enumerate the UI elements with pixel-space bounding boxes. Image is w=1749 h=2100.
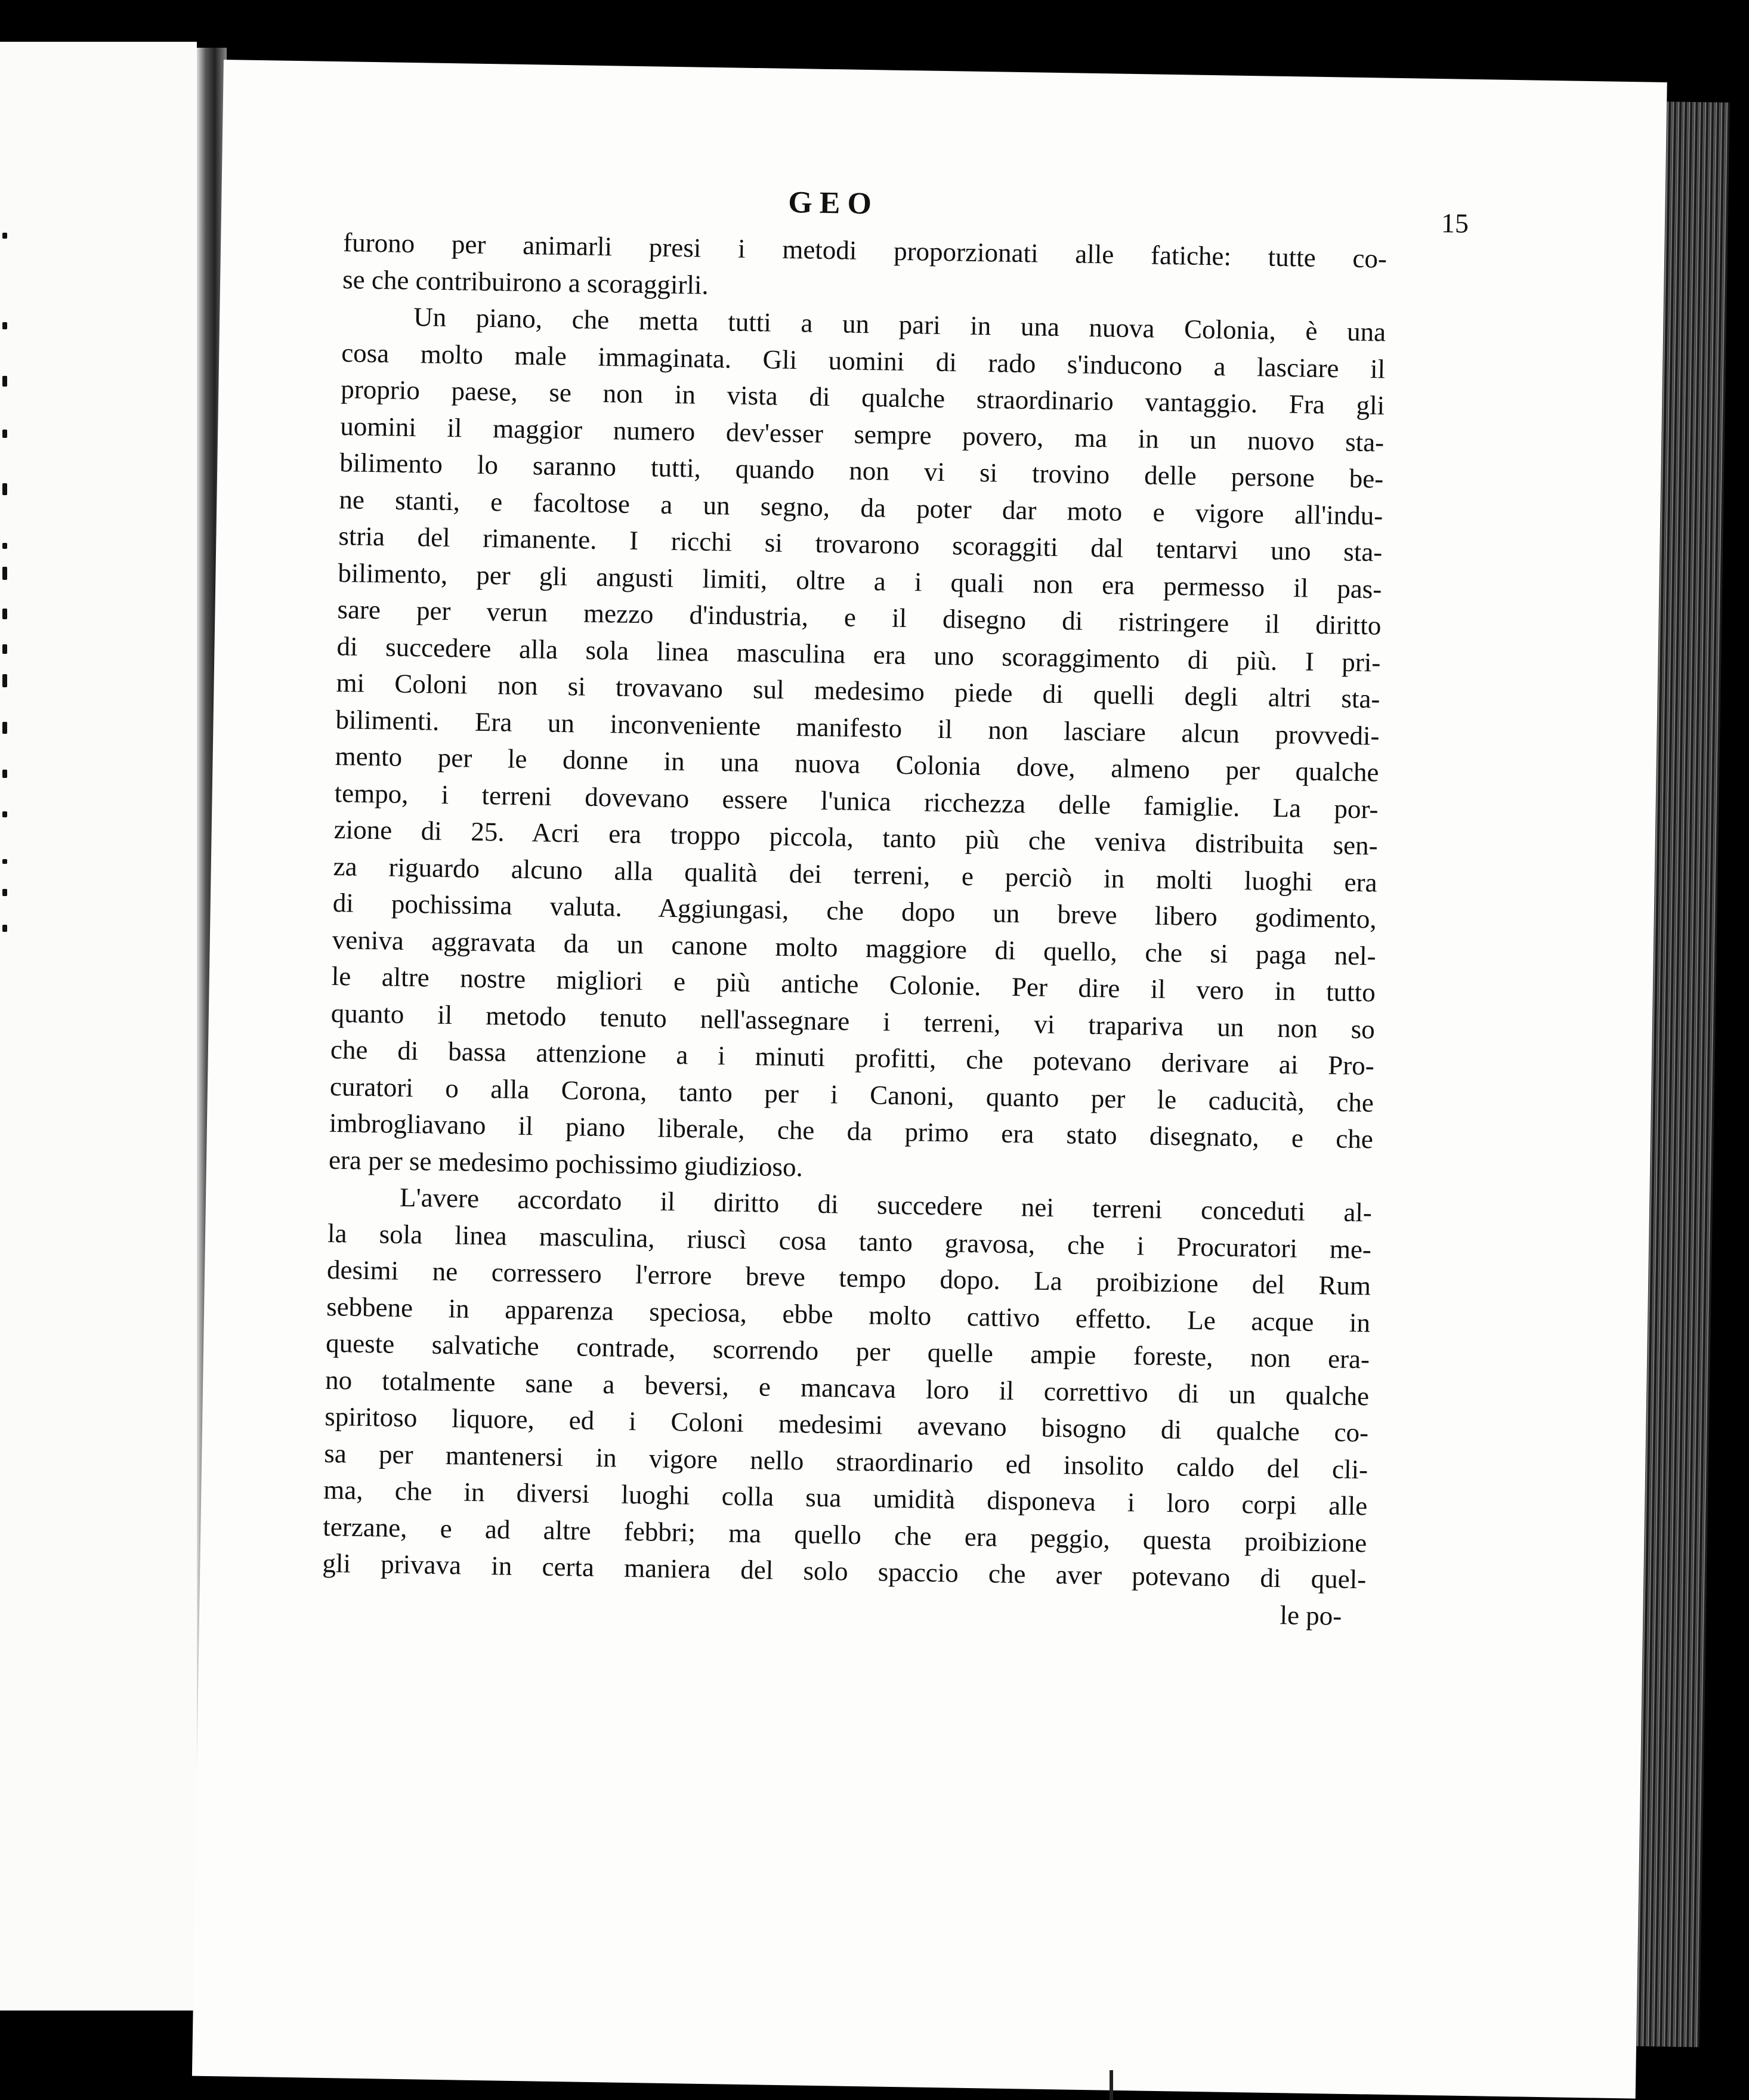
text-line: gli privava in certa maniera del solo spaccio che aver potevano di quel- [322, 1548, 1367, 1595]
text-line: queste salvatiche contrade, scorrendo per quelle ampie foreste, non era- [325, 1327, 1370, 1375]
text-line: curatori o alla Corona, tanto per i Canoni, quanto per le caducità, che [329, 1071, 1374, 1117]
text-line: se che contribuirono a scoraggirli. [342, 264, 709, 300]
text-line: bilimenti. Era un inconveniente manifesto il non lasciare alcun provvedi- [335, 704, 1380, 751]
text-line: sare per verun mezzo d'industria, e il disegno di ristringere il diritto [337, 594, 1382, 641]
text-line: stria del rimanente. I ricchi si trovarono scoraggiti dal tentarvi uno sta- [338, 521, 1383, 567]
text-line: di pochissima valuta. Aggiungasi, che dopo un breve libero godimento, [332, 888, 1377, 934]
text-line: desimi ne corressero l'errore breve tempo dopo. La proibizione del Rum [326, 1254, 1371, 1301]
text-line: uomini il maggior numero dev'esser sempre povero, ma in un nuovo sta- [339, 410, 1385, 458]
text-line: sa per mantenersi in vigore nello straordinario ed insolito caldo del cli- [323, 1438, 1368, 1484]
text-line: bilimento lo saranno tutti, quando non vi si trovino delle persone be- [339, 447, 1384, 494]
text-line: furono per animarli presi i metodi proporzionati alle fatiche: tutte co- [342, 227, 1388, 274]
text-line: tempo, i terreni dovevano essere l'unica ricchezza delle famiglie. La por- [334, 777, 1379, 824]
scan-artifact-mark [1110, 2070, 1113, 2100]
page-number: 15 [1441, 208, 1469, 239]
text-line: cosa molto male immaginata. Gli uomini di rado s'inducono a lasciare il [341, 337, 1386, 384]
page-text-block [322, 178, 1469, 1632]
text-line: terzane, e ad altre febbri; ma quello che era peggio, questa proibizione [323, 1511, 1367, 1558]
text-line: spiritoso liquore, ed i Coloni medesimi avevano bisogno di qualche co- [324, 1401, 1369, 1448]
text-line: Un piano, che metta tutti a un pari in una nuova Colonia, è una [413, 302, 1386, 347]
text-line: che di bassa attenzione a i minuti profitti, che potevano derivare ai Pro- [330, 1034, 1375, 1081]
text-line: zione di 25. Acri era troppo piccola, tanto più che veniva distribuita sen- [333, 814, 1378, 861]
text-line: proprio paese, se non in vista di qualche straordinario vantaggio. Fra gli [340, 374, 1385, 421]
running-head-word: GEO [787, 185, 879, 221]
text-line: no totalmente sane a beversi, e mancava loro il correttivo di un qualche [325, 1364, 1370, 1411]
book-page [192, 60, 1667, 2099]
text-line: ne stanti, e facoltose a un segno, da poter dar moto e vigore all'indu- [339, 484, 1383, 531]
text-line: ma, che in diversi luoghi colla sua umidità disponeva i loro corpi alle [323, 1474, 1368, 1521]
text-line: sebbene in apparenza speciosa, ebbe molto cattivo effetto. Le acque in [326, 1291, 1371, 1338]
text-line: mento per le donne in una nuova Colonia dove, almeno per qualche [335, 741, 1379, 788]
text-line: veniva aggravata da un canone molto maggiore di quello, che si paga nel- [332, 924, 1377, 971]
text-line: bilimento, per gli angusti limiti, oltre a i quali non era permesso il pas- [338, 557, 1382, 604]
text-line: mi Coloni non si trovavano sul medesimo piede di quelli degli altri sta- [336, 668, 1380, 714]
facing-page-left [0, 42, 197, 2011]
text-line: L'avere accordato il diritto di succedere nei terreni conceduti al- [399, 1182, 1373, 1228]
text-line: imbrogliavano il piano liberale, che da primo era stato disegnato, e che [329, 1108, 1374, 1154]
text-line: di succedere alla sola linea masculina era uno scoraggimento di più. I pri- [336, 631, 1381, 678]
paragraph-3 [322, 1178, 1372, 1598]
text-line: la sola linea masculina, riuscì cosa tanto gravosa, che i Procuratori me- [327, 1218, 1372, 1264]
text-line: za riguardo alcuno alla qualità dei terreni, e perciò in molti luoghi era [333, 851, 1377, 898]
text-line: quanto il metodo tenuto nell'assegnare i terreni, vi trapariva un non so [330, 998, 1376, 1045]
catchword: le po- [1280, 1599, 1342, 1631]
paragraph-2 [329, 298, 1386, 1194]
text-line: le altre nostre migliori e più antiche Colonie. Per dire il vero in tutto [331, 961, 1376, 1008]
text-line: era per se medesimo pochissimo giudizioso. [328, 1144, 804, 1182]
